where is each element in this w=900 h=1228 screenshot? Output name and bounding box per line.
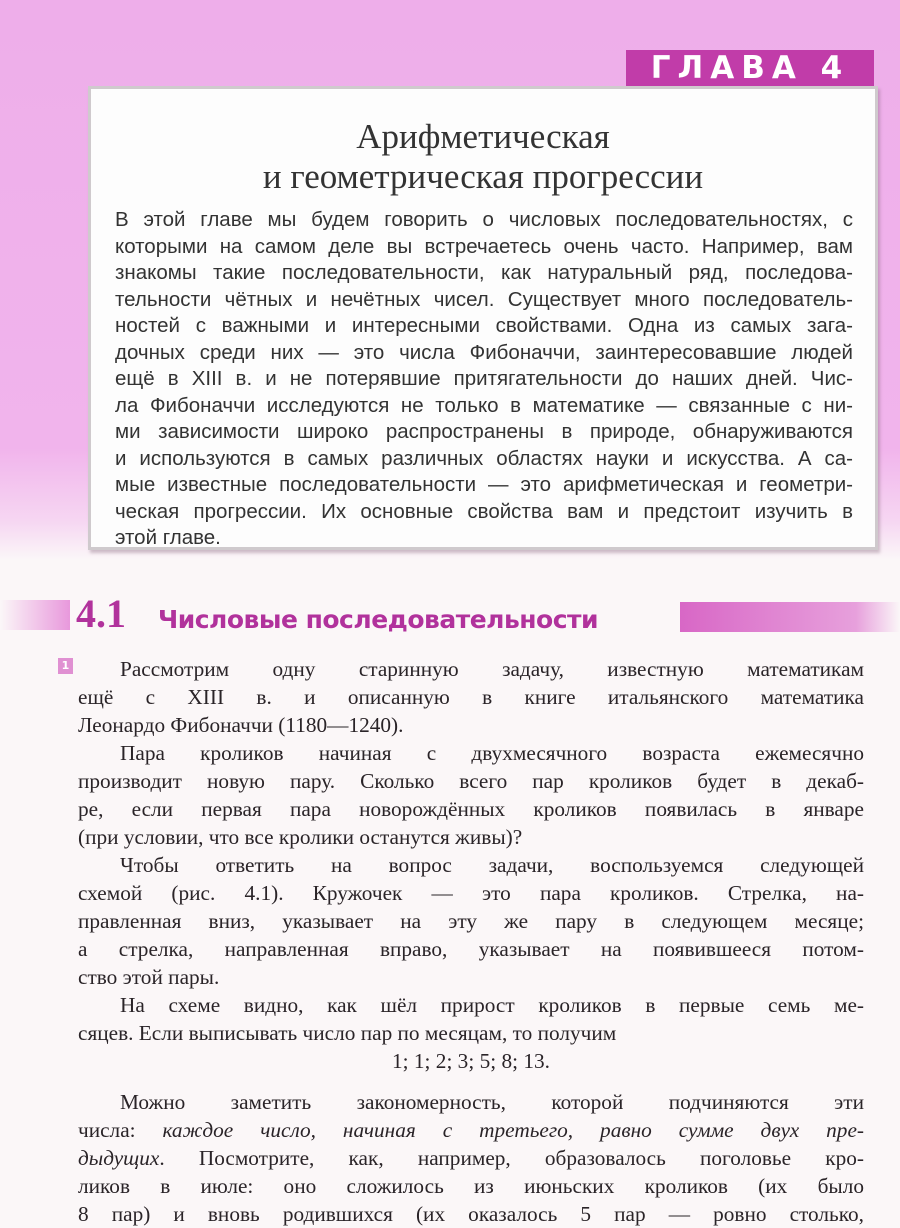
text-line: дочных среди них — это числа Фибоначчи, заинтересовавшие людей <box>115 340 853 364</box>
body-text <box>78 655 864 1228</box>
chapter-label: ГЛАВА 4 <box>626 50 874 86</box>
text-line: этой главе. <box>115 526 221 549</box>
text-line: ре, если первая пара новорождённых кроликов появилась в январе <box>78 797 864 821</box>
text-line: производит новую пару. Сколько всего пар кроликов будет в декаб- <box>78 769 864 793</box>
text-line: сяцев. Если выписывать число пар по месяцам, то получим <box>78 1021 617 1045</box>
text-line: ещё в XIII в. и не потерявшие притягательности до наших дней. Чис- <box>115 367 853 390</box>
text-line: ещё с XIII в. и описанную в книге итальянского математика <box>78 685 864 709</box>
paragraph-marker: 1 <box>58 658 73 674</box>
text-line: Рассмотрим одну старинную задачу, известную математикам <box>120 657 864 681</box>
text-line: мые известные последовательности — это арифметическая и геометри- <box>115 473 853 496</box>
chapter-title-line: Арифметическая <box>356 117 610 156</box>
text-line: ческая прогрессии. Их основные свойства вам и предстоит изучить в <box>115 499 853 523</box>
text-line: 8 пар) и вновь родившихся (их оказалось 5 пар — ровно столько, <box>78 1202 864 1226</box>
section-bar-left <box>0 600 70 630</box>
text-span: числа: <box>78 1118 163 1142</box>
paragraph <box>78 655 864 739</box>
text-line: схемой (рис. 4.1). Кружочек — это пара кроликов. Стрелка, на- <box>78 881 864 905</box>
text-line: Леонардо Фибоначчи (1180—1240). <box>78 713 404 737</box>
text-line: Можно заметить закономерность, которой подчиняются эти <box>120 1090 864 1114</box>
text-line: ликов в июле: оно сложилось из июньских кроликов (их было <box>78 1174 864 1198</box>
chapter-intro-box <box>88 86 878 550</box>
text-line: которыми на самом деле вы встречаетесь очень часто. Например, вам <box>115 234 853 258</box>
section-title: Числовые последовательности <box>158 605 599 634</box>
paragraph <box>78 851 864 991</box>
section-bar-right <box>680 602 900 632</box>
text-line: тельности чётных и нечётных чисел. Существует много последователь- <box>115 287 853 311</box>
text-line: В этой главе мы будем говорить о числовых последовательностях, с <box>115 208 853 231</box>
text-line: На схеме видно, как шёл прирост кроликов в первые семь ме- <box>120 993 864 1017</box>
text-line: ностей с важными и интересными свойствами. Одна из самых зага- <box>115 314 853 337</box>
fibonacci-sequence: 1; 1; 2; 3; 5; 8; 13. <box>392 1049 550 1073</box>
chapter-title <box>91 117 875 197</box>
paragraph <box>78 991 864 1047</box>
text-line: Чтобы ответить на вопрос задачи, воспользуемся следующей <box>120 853 864 877</box>
text-line: Пара кроликов начиная с двухмесячного возраста ежемесячно <box>120 741 864 765</box>
section-number: 4.1 <box>76 591 126 636</box>
italic-text: каждое число, начиная с третьего, равно сумме двух пре- <box>162 1118 864 1142</box>
text-line: ми зависимости широко распространены в природе, обнаруживаются <box>115 420 853 443</box>
text-line: ство этой пары. <box>78 965 220 989</box>
chapter-intro-text <box>115 207 853 552</box>
text-line: ла Фибоначчи исследуются не только в математике — связанные с ни- <box>115 393 853 417</box>
text-line: а стрелка, направленная вправо, указывает на появившееся потом- <box>78 937 864 961</box>
text-line: и используются в самых различных областях науки и искусства. А са- <box>115 446 853 470</box>
paragraph <box>78 1088 864 1228</box>
text-span: . Посмотрите, как, например, образовалось поголовье кро- <box>159 1146 864 1170</box>
text-line: правленная вниз, указывает на эту же пару в следующем месяце; <box>78 909 864 933</box>
paragraph <box>78 739 864 851</box>
chapter-title-line: и геометрическая прогрессии <box>262 157 704 196</box>
text-line <box>78 1116 864 1144</box>
text-line <box>78 1144 864 1172</box>
text-line: знакомы такие последовательности, как натуральный ряд, последова- <box>115 261 853 284</box>
text-line: (при условии, что все кролики останутся живы)? <box>78 825 523 849</box>
italic-text: дыдущих <box>78 1146 160 1170</box>
